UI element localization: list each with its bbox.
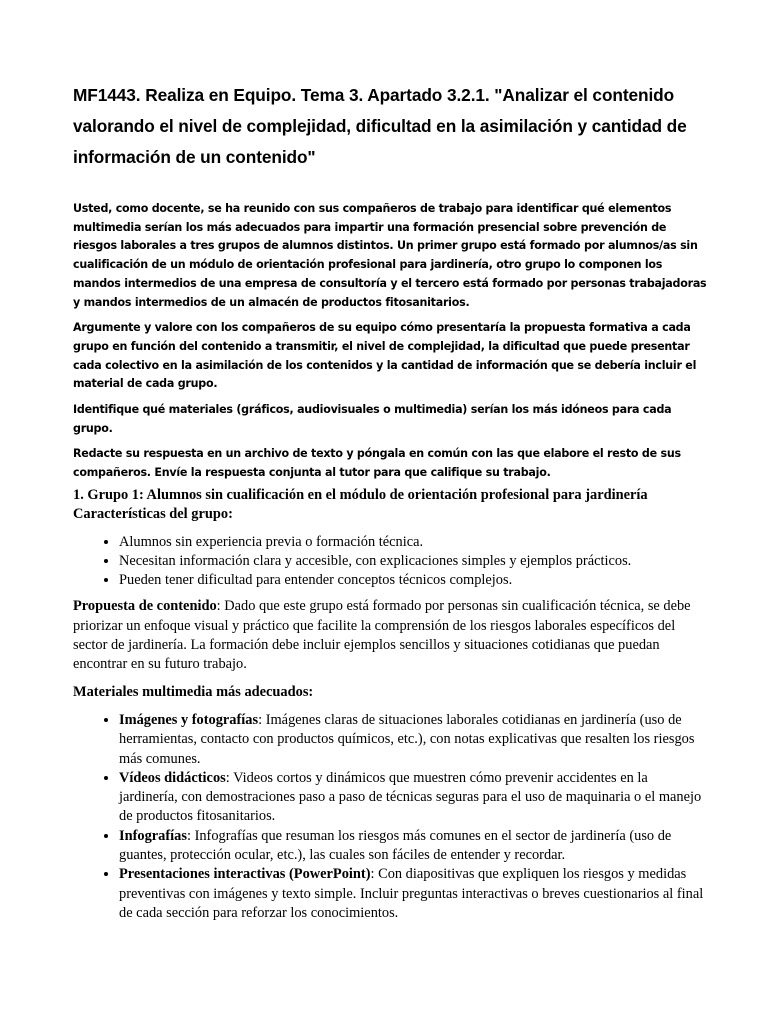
material-text: : Con diapositivas que expliquen los riesgos y medidas preventivas con imágenes y texto simple. Incluir preguntas interactivas o breves cuestionarios al final de cada sección para reforzar los conocimientos. [119,866,704,921]
list-item: • Necesitan información clara y accesible, con explicaciones simples y ejemplos prácticos. [119,552,705,571]
list-item [119,827,705,866]
material-text: : Videos cortos y dinámicos que muestren cómo prevenir accidentes en la jardinería, con demostraciones paso a paso de técnicas seguras para el uso de maquinaria o el manejo de productos fitosanitarios. [119,769,702,825]
material-label: Infografías [119,827,187,844]
material-label: Vídeos didácticos [119,769,226,786]
assignment-intro [73,200,713,490]
material-label: Imágenes y fotografías [119,711,259,728]
intro-paragraph: Identifique qué materiales (gráficos, audiovisuales o multimedia) serían los más idóneos para cada grupo. [73,403,672,435]
materials-list [73,711,705,923]
materials-heading: Materiales multimedia más adecuados: [73,683,314,700]
proposal-label: Propuesta de contenido [73,598,217,615]
intro-paragraph: Usted, como docente, se ha reunido con sus compañeros de trabajo para identificar qué elementos multimedia serían los más adecuados para impartir una formación presencial sobre prevención de riesgos laborales a tres grupos de alumnos distintos. Un primer grupo está formado por alumnos/as sin cualificación de un módulo de orientación profesional para jardinería, otro grupo lo componen los mandos intermedios de una empresa de consultoría y el tercero está formado por personas trabajadoras y mandos intermedios de un almacén de productos fitosanitarios. [73,202,707,309]
characteristics-list [73,533,705,591]
list-item [119,865,705,923]
material-label: Presentaciones interactivas (PowerPoint) [119,866,371,883]
intro-paragraph: Redacte su respuesta en un archivo de texto y póngala en común con las que elabore el resto de sus compañeros. Envíe la respuesta conjunta al tutor para que califique su trabajo. [73,447,681,480]
list-item [119,711,705,769]
list-item [119,769,705,827]
characteristics-heading: Características del grupo: [73,506,233,523]
material-text: : Imágenes claras de situaciones laborales cotidianas en jardinería (uso de herramientas, contacto con productos químicos, etc.), con notas explicativas que resalten los riesgos más comunes. [119,711,695,767]
list-item: • Alumnos sin experiencia previa o formación técnica. [119,533,705,552]
proposal-text: : Dado que este grupo está formado por personas sin cualificación técnica, se debe priorizar un enfoque visual y práctico que facilite la comprensión de los riesgos laborales específicos del sector de jardinería. La formación debe incluir ejemplos sencillos y situaciones cotidianas que puedan encontrar en su futuro trabajo. [73,598,691,673]
intro-paragraph: Argumente y valore con los compañeros de su equipo cómo presentaría la propuesta formativa a cada grupo en función del contenido a transmitir, el nivel de complejidad, la dificultad que puede presentar cada colectivo en la asimilación de los contenidos y la cantidad de información que se debería incluir el material de cada grupo. [73,321,697,391]
group1-section [73,486,705,930]
group1-heading: 1. Grupo 1: Alumnos sin cualificación en el módulo de orientación profesional para jardinería [73,487,648,503]
list-item: • Pueden tener dificultad para entender conceptos técnicos complejos. [119,571,705,590]
material-text: : Infografías que resuman los riesgos más comunes en el sector de jardinería (uso de guantes, protección ocular, etc.), las cuales son fáciles de entender y recordar. [119,827,672,864]
document-title: MF1443. Realiza en Equipo. Tema 3. Apartado 3.2.1. "Analizar el contenido valorando el nivel de complejidad, dificultad en la asimilación y cantidad de información de un contenido" [73,85,687,167]
proposal-paragraph [73,597,705,674]
